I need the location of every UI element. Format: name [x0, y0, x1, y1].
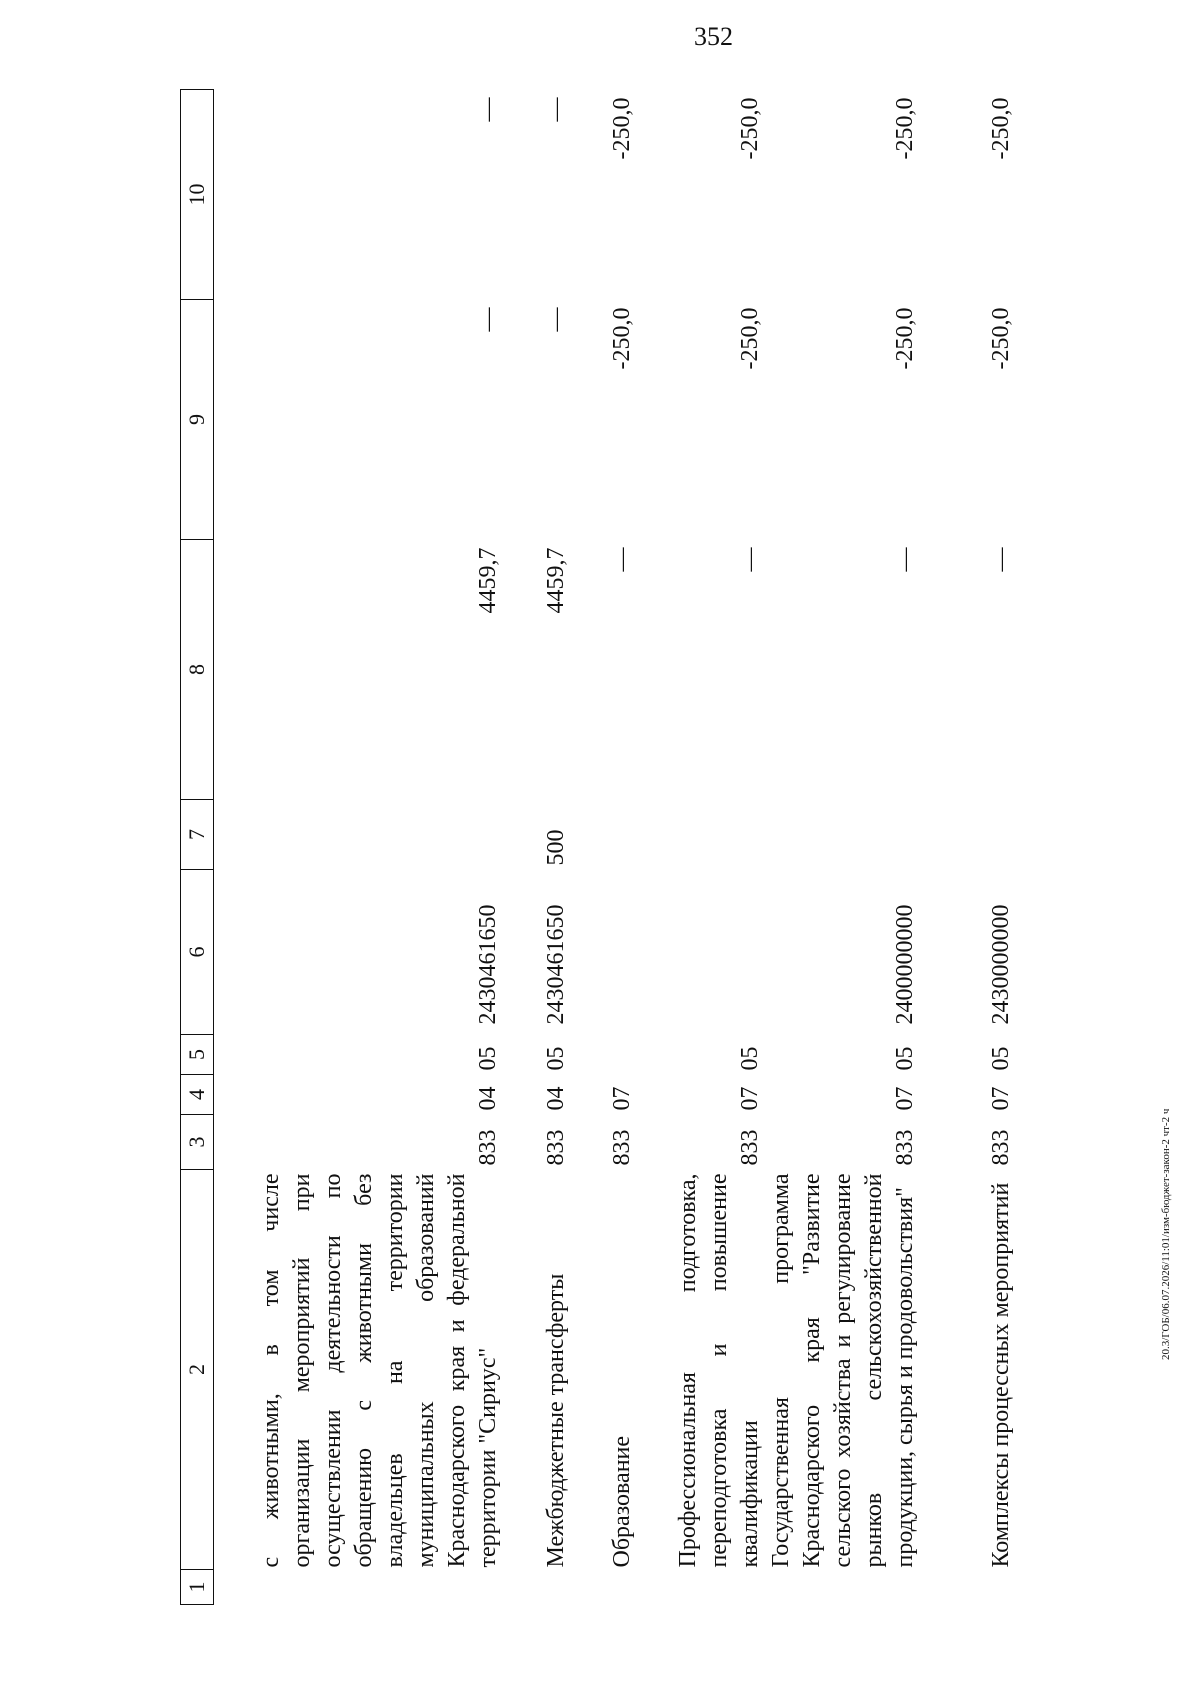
cell-c10: -250,0 — [988, 97, 1014, 160]
cell-c9: — — [475, 307, 501, 332]
cell-c4: 04 — [475, 1086, 501, 1111]
header-col-5: 5 — [181, 1035, 214, 1075]
cell-c6 — [638, 870, 766, 1035]
cell-c3: 833 — [543, 1129, 569, 1166]
cell-c8: — — [988, 547, 1014, 572]
cell-c10: -250,0 — [609, 97, 635, 160]
cell-c9: — — [543, 307, 569, 332]
cell-c5: 05 — [892, 1046, 918, 1071]
cell-c1 — [766, 1570, 921, 1605]
cell-name: Профессиональная подготовка, переподготовка и повышение квалификации — [675, 1173, 763, 1568]
header-col-9: 9 — [181, 300, 214, 540]
cell-c8: — — [892, 547, 918, 572]
cell-c8: 4459,7 — [543, 547, 569, 614]
cell-c6: 2400000000 — [892, 904, 918, 1025]
cell-c4: 04 — [543, 1086, 569, 1111]
cell-c3: 833 — [609, 1129, 635, 1166]
cell-c7 — [638, 800, 766, 870]
cell-c5: 05 — [737, 1046, 763, 1071]
cell-c1 — [921, 1570, 1017, 1605]
cell-c6 — [572, 870, 638, 1035]
header-col-6: 6 — [181, 870, 214, 1035]
cell-c9: -250,0 — [892, 307, 918, 370]
cell-c10: — — [475, 97, 501, 122]
cell-c7 — [921, 800, 1017, 870]
cell-c8: — — [737, 547, 763, 572]
cell-c1 — [638, 1570, 766, 1605]
header-col-4: 4 — [181, 1075, 214, 1115]
cell-name: Государственная программа Краснодарского края "Развитие сельского хозяйства и регулирование рынков сельскохозяйственной продукции, сырья и продовольствия" — [768, 1173, 918, 1568]
header-col-7: 7 — [181, 800, 214, 870]
cell-c4: 07 — [988, 1086, 1014, 1111]
cell-c4: 07 — [609, 1086, 635, 1111]
header-col-2: 2 — [181, 1170, 214, 1570]
cell-c9: -250,0 — [609, 307, 635, 370]
cell-c6: 2430461650 — [475, 904, 501, 1025]
cell-c3: 833 — [475, 1129, 501, 1166]
cell-c9: -250,0 — [737, 307, 763, 370]
budget-table — [180, 89, 1017, 1605]
rotated-table-wrapper — [180, 90, 1060, 1605]
cell-c1 — [214, 1570, 505, 1605]
cell-c6: 2430461650 — [543, 904, 569, 1025]
page-number: 352 — [694, 22, 733, 51]
header-row — [181, 90, 214, 1605]
cell-c3: 833 — [737, 1129, 763, 1166]
cell-c8: 4459,7 — [475, 547, 501, 614]
cell-c1 — [504, 1570, 572, 1605]
cell-c1 — [572, 1570, 638, 1605]
cell-c5: 05 — [543, 1046, 569, 1071]
cell-c4: 07 — [737, 1086, 763, 1111]
cell-c8: — — [609, 547, 635, 572]
cell-c5: 05 — [988, 1046, 1014, 1071]
table-row — [766, 90, 921, 1605]
table-row — [504, 90, 572, 1605]
table-row — [638, 90, 766, 1605]
cell-c3: 833 — [892, 1129, 918, 1166]
cell-name: Образование — [609, 1435, 635, 1568]
cell-c10: -250,0 — [892, 97, 918, 160]
cell-c7: 500 — [543, 829, 569, 866]
cell-c7 — [766, 800, 921, 870]
table-row — [921, 90, 1017, 1605]
cell-c7 — [214, 800, 505, 870]
document-code: 20.3/ГОБ/06.07.2026/11:01/изм-бюджет-закон-2 чт-2 ч — [1160, 1108, 1172, 1360]
cell-name: Комплексы процессных мероприятий — [988, 1182, 1014, 1568]
cell-c5 — [572, 1035, 638, 1075]
cell-c9: -250,0 — [988, 307, 1014, 370]
cell-name: Межбюджетные трансферты — [543, 1273, 569, 1568]
header-col-3: 3 — [181, 1115, 214, 1170]
header-col-8: 8 — [181, 540, 214, 800]
cell-c7 — [572, 800, 638, 870]
cell-c6: 2430000000 — [988, 904, 1014, 1025]
cell-c4: 07 — [892, 1086, 918, 1111]
cell-c10: — — [543, 97, 569, 122]
cell-c10: -250,0 — [737, 97, 763, 160]
header-col-1: 1 — [181, 1570, 214, 1605]
cell-c5: 05 — [475, 1046, 501, 1071]
table-row — [572, 90, 638, 1605]
cell-c3: 833 — [988, 1129, 1014, 1166]
table-row — [214, 90, 505, 1605]
cell-name: с животными, в том числе организации мероприятий при осуществлении деятельности по обращению с животными без владельцев на территории муниципальных образований Краснодарского края и федеральной территории "Сириус" — [258, 1173, 501, 1568]
header-col-10: 10 — [181, 90, 214, 300]
